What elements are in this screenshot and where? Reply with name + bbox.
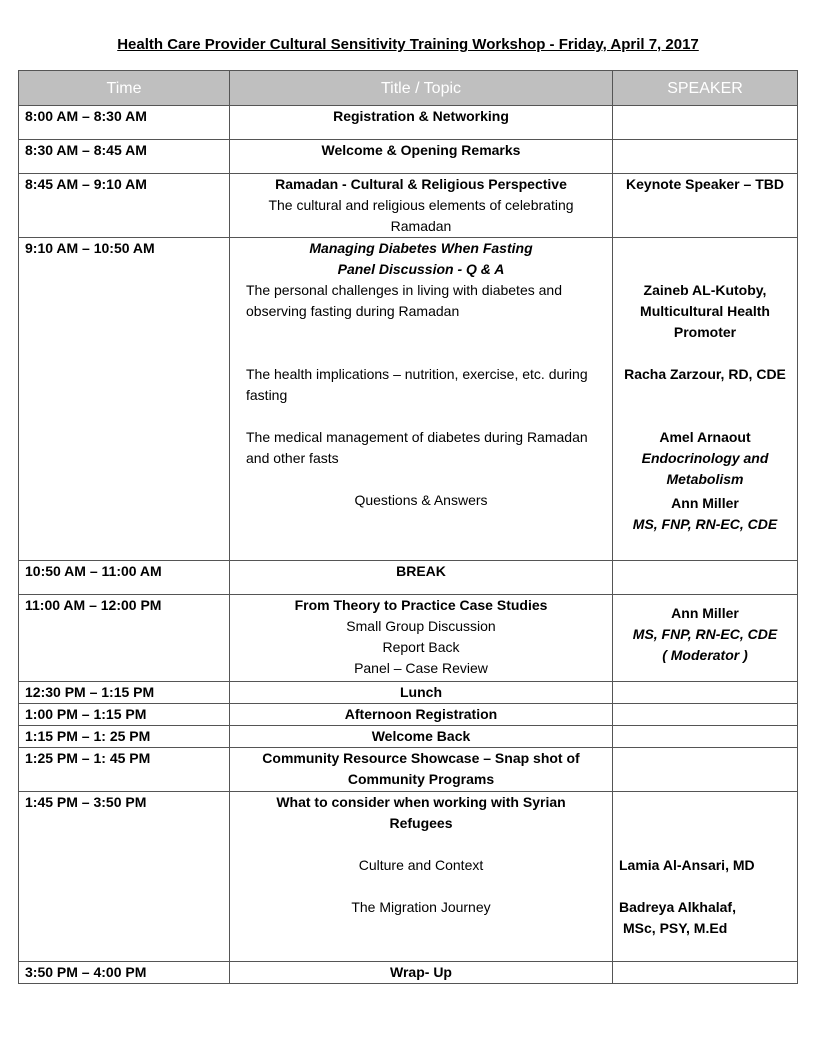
speaker-name: Lamia Al-Ansari, MD [619,857,755,873]
time-cell: 8:45 AM – 9:10 AM [19,174,230,238]
panel-item: The personal challenges in living with diabetes and observing fasting during Ramadan [246,282,562,319]
topic-cell [230,595,613,682]
topic-cell: Welcome Back [230,726,613,748]
header-speaker: SPEAKER [613,71,798,106]
speaker-name: Ann Miller [671,495,739,511]
table-row [19,704,798,726]
topic-cell [230,792,613,962]
table-row [19,238,798,561]
topic-title: Managing Diabetes When Fasting [309,240,533,256]
speaker-cell [613,748,798,792]
time-cell: 11:00 AM – 12:00 PM [19,595,230,682]
table-row [19,174,798,238]
time-cell: 8:30 AM – 8:45 AM [19,140,230,174]
topic-line: Small Group Discussion [346,618,496,634]
speaker-cell [613,238,798,561]
time-cell: 3:50 PM – 4:00 PM [19,962,230,984]
topic-item: Culture and Context [358,857,484,873]
table-row [19,726,798,748]
header-time: Time [19,71,230,106]
topic-line: Report Back [382,639,460,655]
topic-title: From Theory to Practice Case Studies [294,597,548,613]
table-row [19,106,798,140]
topic-cell [230,238,613,561]
topic-cell: Welcome & Opening Remarks [230,140,613,174]
table-row [19,682,798,704]
table-row [19,792,798,962]
topic-title: What to consider when working with Syrian Refugees [276,794,566,831]
time-cell: 1:45 PM – 3:50 PM [19,792,230,962]
table-row [19,595,798,682]
panel-item: The medical management of diabetes during Ramadan and other fasts [246,429,588,466]
speaker-cell: Keynote Speaker – TBD [613,174,798,238]
speaker-cell [613,792,798,962]
speaker-cell [613,595,798,682]
speaker-credential: MSc, PSY, M.Ed [623,920,728,936]
speaker-credential: MS, FNP, RN-EC, CDE [632,516,778,532]
speaker-cell [613,682,798,704]
speaker-cell [613,140,798,174]
table-row [19,962,798,984]
topic-title: Ramadan - Cultural & Religious Perspective [275,176,567,192]
speaker-cell [613,962,798,984]
header-row [19,71,798,106]
table-row [19,140,798,174]
header-topic: Title / Topic [230,71,613,106]
speaker-credential: Endocrinology and Metabolism [641,450,769,487]
speaker-credential: MS, FNP, RN-EC, CDE [632,626,778,642]
schedule-table [18,70,798,984]
topic-cell: BREAK [230,561,613,595]
topic-subtitle: Panel Discussion - Q & A [337,261,505,277]
panel-item: Questions & Answers [354,492,488,508]
speaker-name: Zaineb AL-Kutoby, Multicultural Health Promoter [640,282,770,340]
speaker-name: Badreya Alkhalaf, [619,899,736,915]
panel-item: The health implications – nutrition, exercise, etc. during fasting [246,366,588,403]
speaker-name: Ann Miller [671,605,739,621]
topic-line: Panel – Case Review [354,660,488,676]
speaker-name: Amel Arnaout [659,429,751,445]
time-cell: 1:15 PM – 1: 25 PM [19,726,230,748]
speaker-cell [613,106,798,140]
speaker-role: ( Moderator ) [662,647,748,663]
speaker-cell [613,704,798,726]
time-cell: 9:10 AM – 10:50 AM [19,238,230,561]
topic-cell [230,174,613,238]
topic-cell: Registration & Networking [230,106,613,140]
topic-cell: Lunch [230,682,613,704]
topic-cell: Afternoon Registration [230,704,613,726]
time-cell: 12:30 PM – 1:15 PM [19,682,230,704]
time-cell: 10:50 AM – 11:00 AM [19,561,230,595]
speaker-cell [613,726,798,748]
topic-description: The cultural and religious elements of celebrating Ramadan [268,197,574,234]
topic-cell: Community Resource Showcase – Snap shot of Community Programs [230,748,613,792]
table-row [19,748,798,792]
table-row [19,561,798,595]
speaker-name: Racha Zarzour, RD, CDE [624,366,786,382]
time-cell: 1:25 PM – 1: 45 PM [19,748,230,792]
topic-item: The Migration Journey [351,899,491,915]
time-cell: 1:00 PM – 1:15 PM [19,704,230,726]
time-cell: 8:00 AM – 8:30 AM [19,106,230,140]
document-title: Health Care Provider Cultural Sensitivity Training Workshop - Friday, April 7, 2017 [117,36,699,53]
speaker-cell [613,561,798,595]
topic-cell: Wrap- Up [230,962,613,984]
